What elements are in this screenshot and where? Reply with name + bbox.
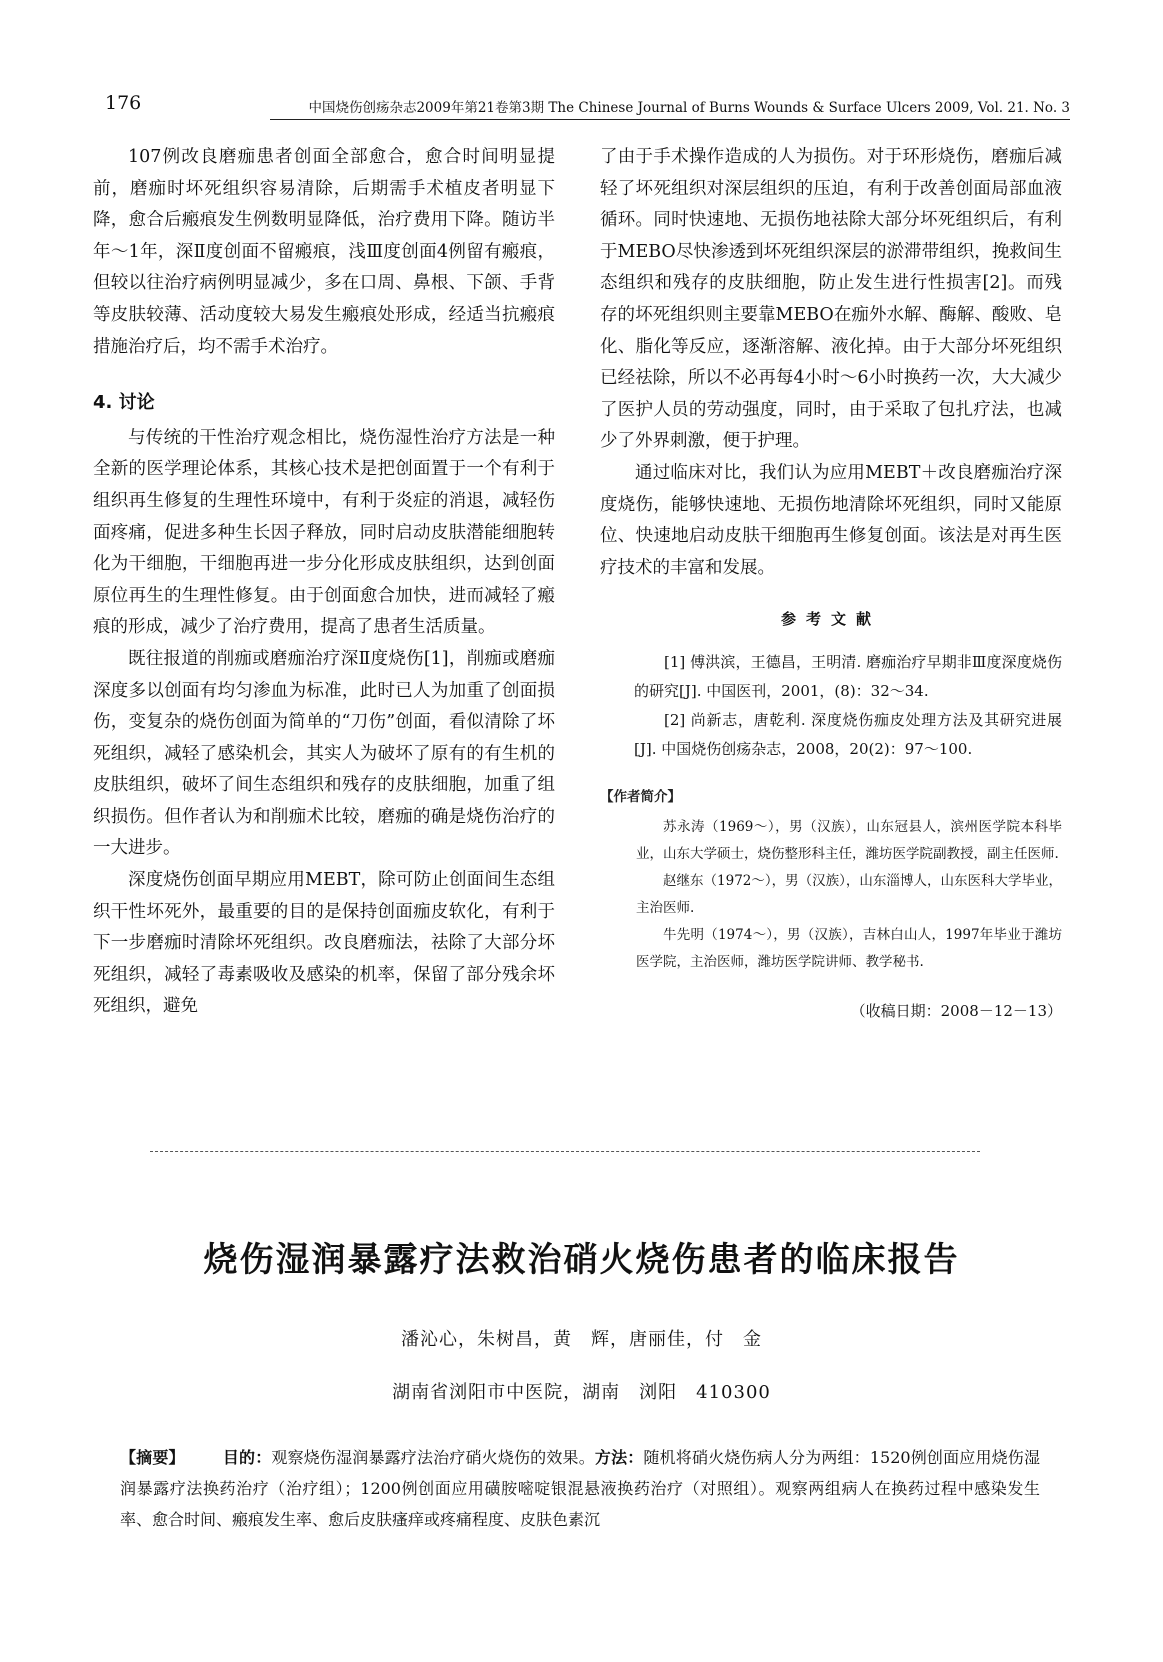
running-header: 中国烧伤创疡杂志2009年第21卷第3期 The Chinese Journal of Burns Wounds & Surface Ulcers 2009, Vol. 21. No. 3: [270, 96, 1070, 120]
author-bio: 牛先明（1974～），男（汉族），吉林白山人，1997年毕业于潍坊医学院，主治医师，潍坊医学院讲师、教学秘书.: [636, 926, 1062, 970]
discussion-paragraph-1: 与传统的干性治疗观念相比，烧伤湿性治疗方法是一种全新的医学理论体系，其核心技术是把创面置于一个有利于组织再生修复的生理性环境中，有利于炎症的消退，减轻伤面疼痛，促进多种生长因子释放，同时启动皮肤潜能细胞转化为干细胞，干细胞再进一步分化形成皮肤组织，达到创面原位再生的生理性修复。由于创面愈合加快，进而减轻了瘢痕的形成，减少了治疗费用，提高了患者生活质量。: [93, 427, 555, 638]
reference-item: [2] 尚新志，唐乾利. 深度烧伤痂皮处理方法及其研究进展[J]. 中国烧伤创疡杂志，2008，20(2)：97～100.: [634, 710, 1062, 758]
discussion-paragraph-3: 深度烧伤创面早期应用MEBT，除可防止创面间生态组织干性坏死外，最重要的目的是保持创面痂皮软化，有利于下一步磨痂时清除坏死组织。改良磨痂法，祛除了大部分坏死组织，减轻了毒素吸收及感染的机率，保留了部分残余坏死组织，避免: [93, 870, 555, 1017]
abstract-label: 【摘要】: [120, 1448, 185, 1467]
conclusion-paragraph: 通过临床对比，我们认为应用MEBT＋改良磨痂治疗深度烧伤，能够快速地、无损伤地清除坏死组织，同时又能原位、快速地启动皮肤干细胞再生修复创面。该法是对再生医疗技术的丰富和发展。: [600, 462, 1062, 578]
section-heading-discussion: 4. 讨论: [93, 392, 155, 414]
article-title: 烧伤湿润暴露疗法救治硝火烧伤患者的临床报告: [203, 1240, 960, 1280]
results-paragraph: 107例改良磨痂患者创面全部愈合，愈合时间明显提前，磨痂时坏死组织容易清除，后期需手术植皮者明显下降，愈合后瘢痕发生例数明显降低，治疗费用下降。随访半年～1年，深Ⅱ度创面不留瘢痕，浅Ⅲ度创面4例留有瘢痕，但较以往治疗病例明显减少，多在口周、鼻根、下颌、手背等皮肤较薄、活动度较大易发生瘢痕处形成，经适当抗瘢痕措施治疗后，均不需手术治疗。: [93, 147, 555, 357]
received-date: （收稿日期：2008－12－13）: [850, 1001, 1062, 1020]
author-intro-label: 【作者简介】: [600, 788, 681, 805]
left-column: [93, 142, 555, 1023]
abstract-objective: 观察烧伤湿润暴露疗法治疗硝火烧伤的效果。: [271, 1448, 595, 1467]
abstract-method-label: 方法：: [594, 1448, 644, 1467]
discussion-paragraph-2: 既往报道的削痂或磨痂治疗深Ⅱ度烧伤[1]，削痂或磨痂深度多以创面有均匀渗血为标准，此时已人为加重了创面损伤，变复杂的烧伤创面为简单的“刀伤”创面，看似清除了坏死组织，减轻了感染机会，其实人为破坏了原有的有生机的皮肤组织，破坏了间生态组织和残存的皮肤细胞，加重了组织损伤。但作者认为和削痂术比较，磨痂的确是烧伤治疗的一大进步。: [93, 648, 555, 859]
page-number: 176: [105, 92, 142, 114]
abstract-objective-label: 目的：: [222, 1448, 272, 1467]
discussion-continued: 了由于手术操作造成的人为损伤。对于环形烧伤，磨痂后减轻了坏死组织对深层组织的压迫，有利于改善创面局部血液循环。同时快速地、无损伤地祛除大部分坏死组织后，有利于MEBO尽快渗透到坏死组织深层的淤滞带组织，挽救间生态组织和残存的皮肤细胞，防止发生进行性损害[2]。而残存的坏死组织则主要靠MEBO在痂外水解、酶解、酸败、皂化、脂化等反应，逐渐溶解、液化掉。由于大部分坏死组织已经祛除，所以不必再每4小时～6小时换药一次，大大减少了医护人员的劳动强度，同时，由于采取了包扎疗法，也减少了外界刺激，便于护理。: [600, 147, 1062, 452]
references-title: 参考文献: [780, 610, 881, 629]
article-divider: [150, 1151, 980, 1152]
abstract: [120, 1442, 1040, 1535]
right-column: [600, 142, 1062, 1027]
article-authors: 潘沁心，朱树昌，黄 辉，唐丽佳，付 金: [401, 1329, 762, 1350]
article-affiliation: 湖南省浏阳市中医院，湖南 浏阳 410300: [392, 1382, 771, 1403]
reference-item: [1] 傅洪滨，王德昌，王明清. 磨痂治疗早期非Ⅲ度深度烧伤的研究[J]. 中国医刊，2001，(8)：32～34.: [634, 652, 1062, 700]
author-bio: 苏永涛（1969～），男（汉族），山东冠县人，滨州医学院本科毕业，山东大学硕士，烧伤整形科主任，潍坊医学院副教授，副主任医师.: [636, 818, 1062, 862]
author-bio: 赵继东（1972～），男（汉族），山东淄博人，山东医科大学毕业，主治医师.: [636, 872, 1062, 916]
abstract-method: 随机将硝火烧伤病人分为两组：1520例创面应用烧伤湿润暴露疗法换药治疗（治疗组）；1200例创面应用磺胺嘧啶银混悬液换药治疗（对照组）。观察两组病人在换药过程中感染发生率、愈合时间、瘢痕发生率、愈后皮肤瘙痒或疼痛程度、皮肤色素沉: [120, 1448, 1040, 1529]
